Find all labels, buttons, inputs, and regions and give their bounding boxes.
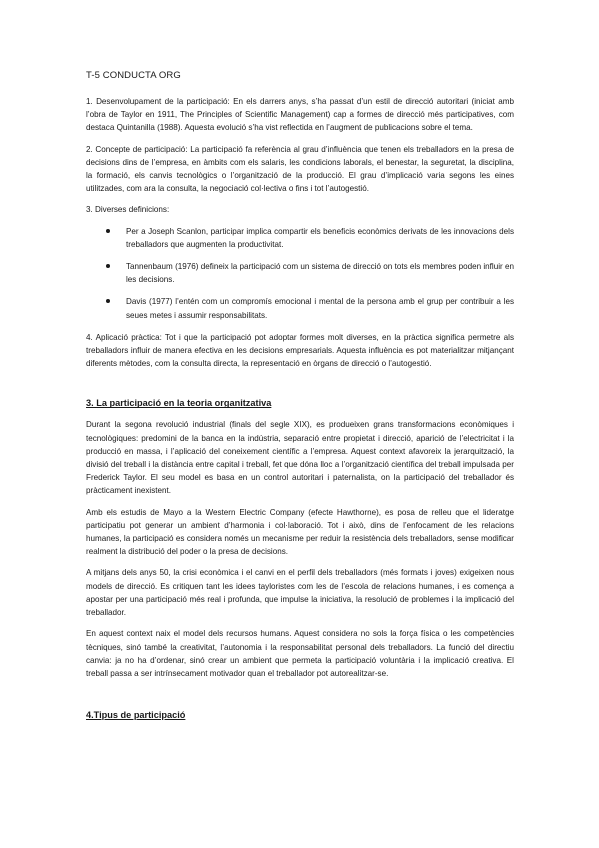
bullet-icon	[106, 264, 110, 268]
paragraph-definitions-heading: 3. Diverses definicions:	[86, 205, 170, 215]
definitions-list	[86, 225, 514, 322]
document-title: T-5 CONDUCTA ORG	[86, 70, 181, 81]
list-item-text: Per a Joseph Scanlon, participar implica compartir els beneficis econòmics derivats de les innovacions dels treballadors que augmenten la productivitat.	[126, 226, 514, 249]
list-item-text: Tannenbaum (1976) defineix la participació com un sistema de direcció on tots els membres poden influir en les decisions.	[126, 262, 514, 285]
list-item-text: Davis (1977) l’entén com un compromís emocional i mental de la persona amb el grup per contribuir a les seues metes i assumir responsabilitats.	[126, 297, 514, 320]
paragraph-mayo: Amb els estudis de Mayo a la Western Electric Company (efecte Hawthorne), es posa de relleu que el lideratge participatiu pot generar un ambient d’harmonia i col·laboració. Tot i això, dins de l’enfocament de les relacions humanes, la participació es considera només un mecanisme per reduir la resistència dels treballadors, sense modificar realment la distribució del poder o la presa de decisions.	[86, 507, 514, 557]
paragraph-industrial-revolution: Durant la segona revolució industrial (finals del segle XIX), es produeixen grans transformacions econòmiques i tecnològiques: predomini de la banca en la indústria, separació entre propietat i direcció, aparició de l’electricitat i la producció en massa, i l’aplicació del coneixement científic a l’empresa. Aquest context afavoreix la jerarquització, la divisió del treball i la distància entre capital i treball, fet que dóna lloc a l’organització científica del treball impulsada per Frederick Taylor. El seu model es basa en un control autoritari i paternalista, on la participació del treballador és pràcticament inexistent.	[86, 420, 514, 496]
document-body	[86, 70, 514, 730]
paragraph-application: 4. Aplicació pràctica: Tot i que la participació pot adoptar formes molt diverses, en la pràctica significa permetre als treballadors influir de manera efectiva en les decisions empresarials. Aquesta influència es pot materialitzar mitjançant diferents mètodes, com la consulta directa, la representació en òrgans de direcció o l’autogestió.	[86, 332, 514, 369]
list-item	[106, 260, 514, 286]
paragraph-human-resources: En aquest context naix el model dels recursos humans. Aquest considera no sols la força física o les competències tècniques, sinó també la creativitat, l’autonomia i la responsabilitat personal dels treballadors. La funció del directiu canvia: ja no ha d’ordenar, sinó crear un ambient que permeta la participació voluntària i la implicació creativa. El treball passa a ser intrínsecament motivador quan el treballador pot autorealitzar-se.	[86, 629, 514, 678]
section-heading-3: 3. La participació en la teoria organitzativa	[86, 398, 272, 409]
paragraph-crisis: A mitjans dels anys 50, la crisi econòmica i el canvi en el perfil dels treballadors (més formats i joves) exigeixen nous models de direcció. Es critiquen tant les idees tayloristes com les de l’escola de relacions humanes, i es comença a apostar per una participació més real i profunda, que impulse la iniciativa, la resolució de problemes i la implicació del treballador.	[86, 568, 514, 618]
bullet-icon	[106, 299, 110, 303]
list-item	[106, 225, 514, 251]
paragraph-development: 1. Desenvolupament de la participació: En els darrers anys, s’ha passat d’un estil de direcció autoritari (iniciat amb l’obra de Taylor en 1911, The Principles of Scientific Management) cap a formes de direcció més participatives, com destaca Quintanilla (1988). Aquesta evolució s’ha vist reflectida en l’augment de publicacions sobre el tema.	[86, 97, 514, 133]
bullet-icon	[106, 229, 110, 233]
paragraph-concept: 2. Concepte de participació: La participació fa referència al grau d’influència que tenen els treballadors en la presa de decisions dins de l’empresa, en àmbits com els salaris, les condicions laborals, el benestar, la seguretat, la disciplina, la formació, els canvis tecnològics o l’organització de la producció. El grau d’implicació varia segons les eines utilitzades, com ara la consulta, la negociació col·lectiva o fins i tot l’autogestió.	[86, 144, 514, 194]
section-heading-4: 4.Tipus de participació	[86, 710, 186, 721]
list-item	[106, 295, 514, 321]
